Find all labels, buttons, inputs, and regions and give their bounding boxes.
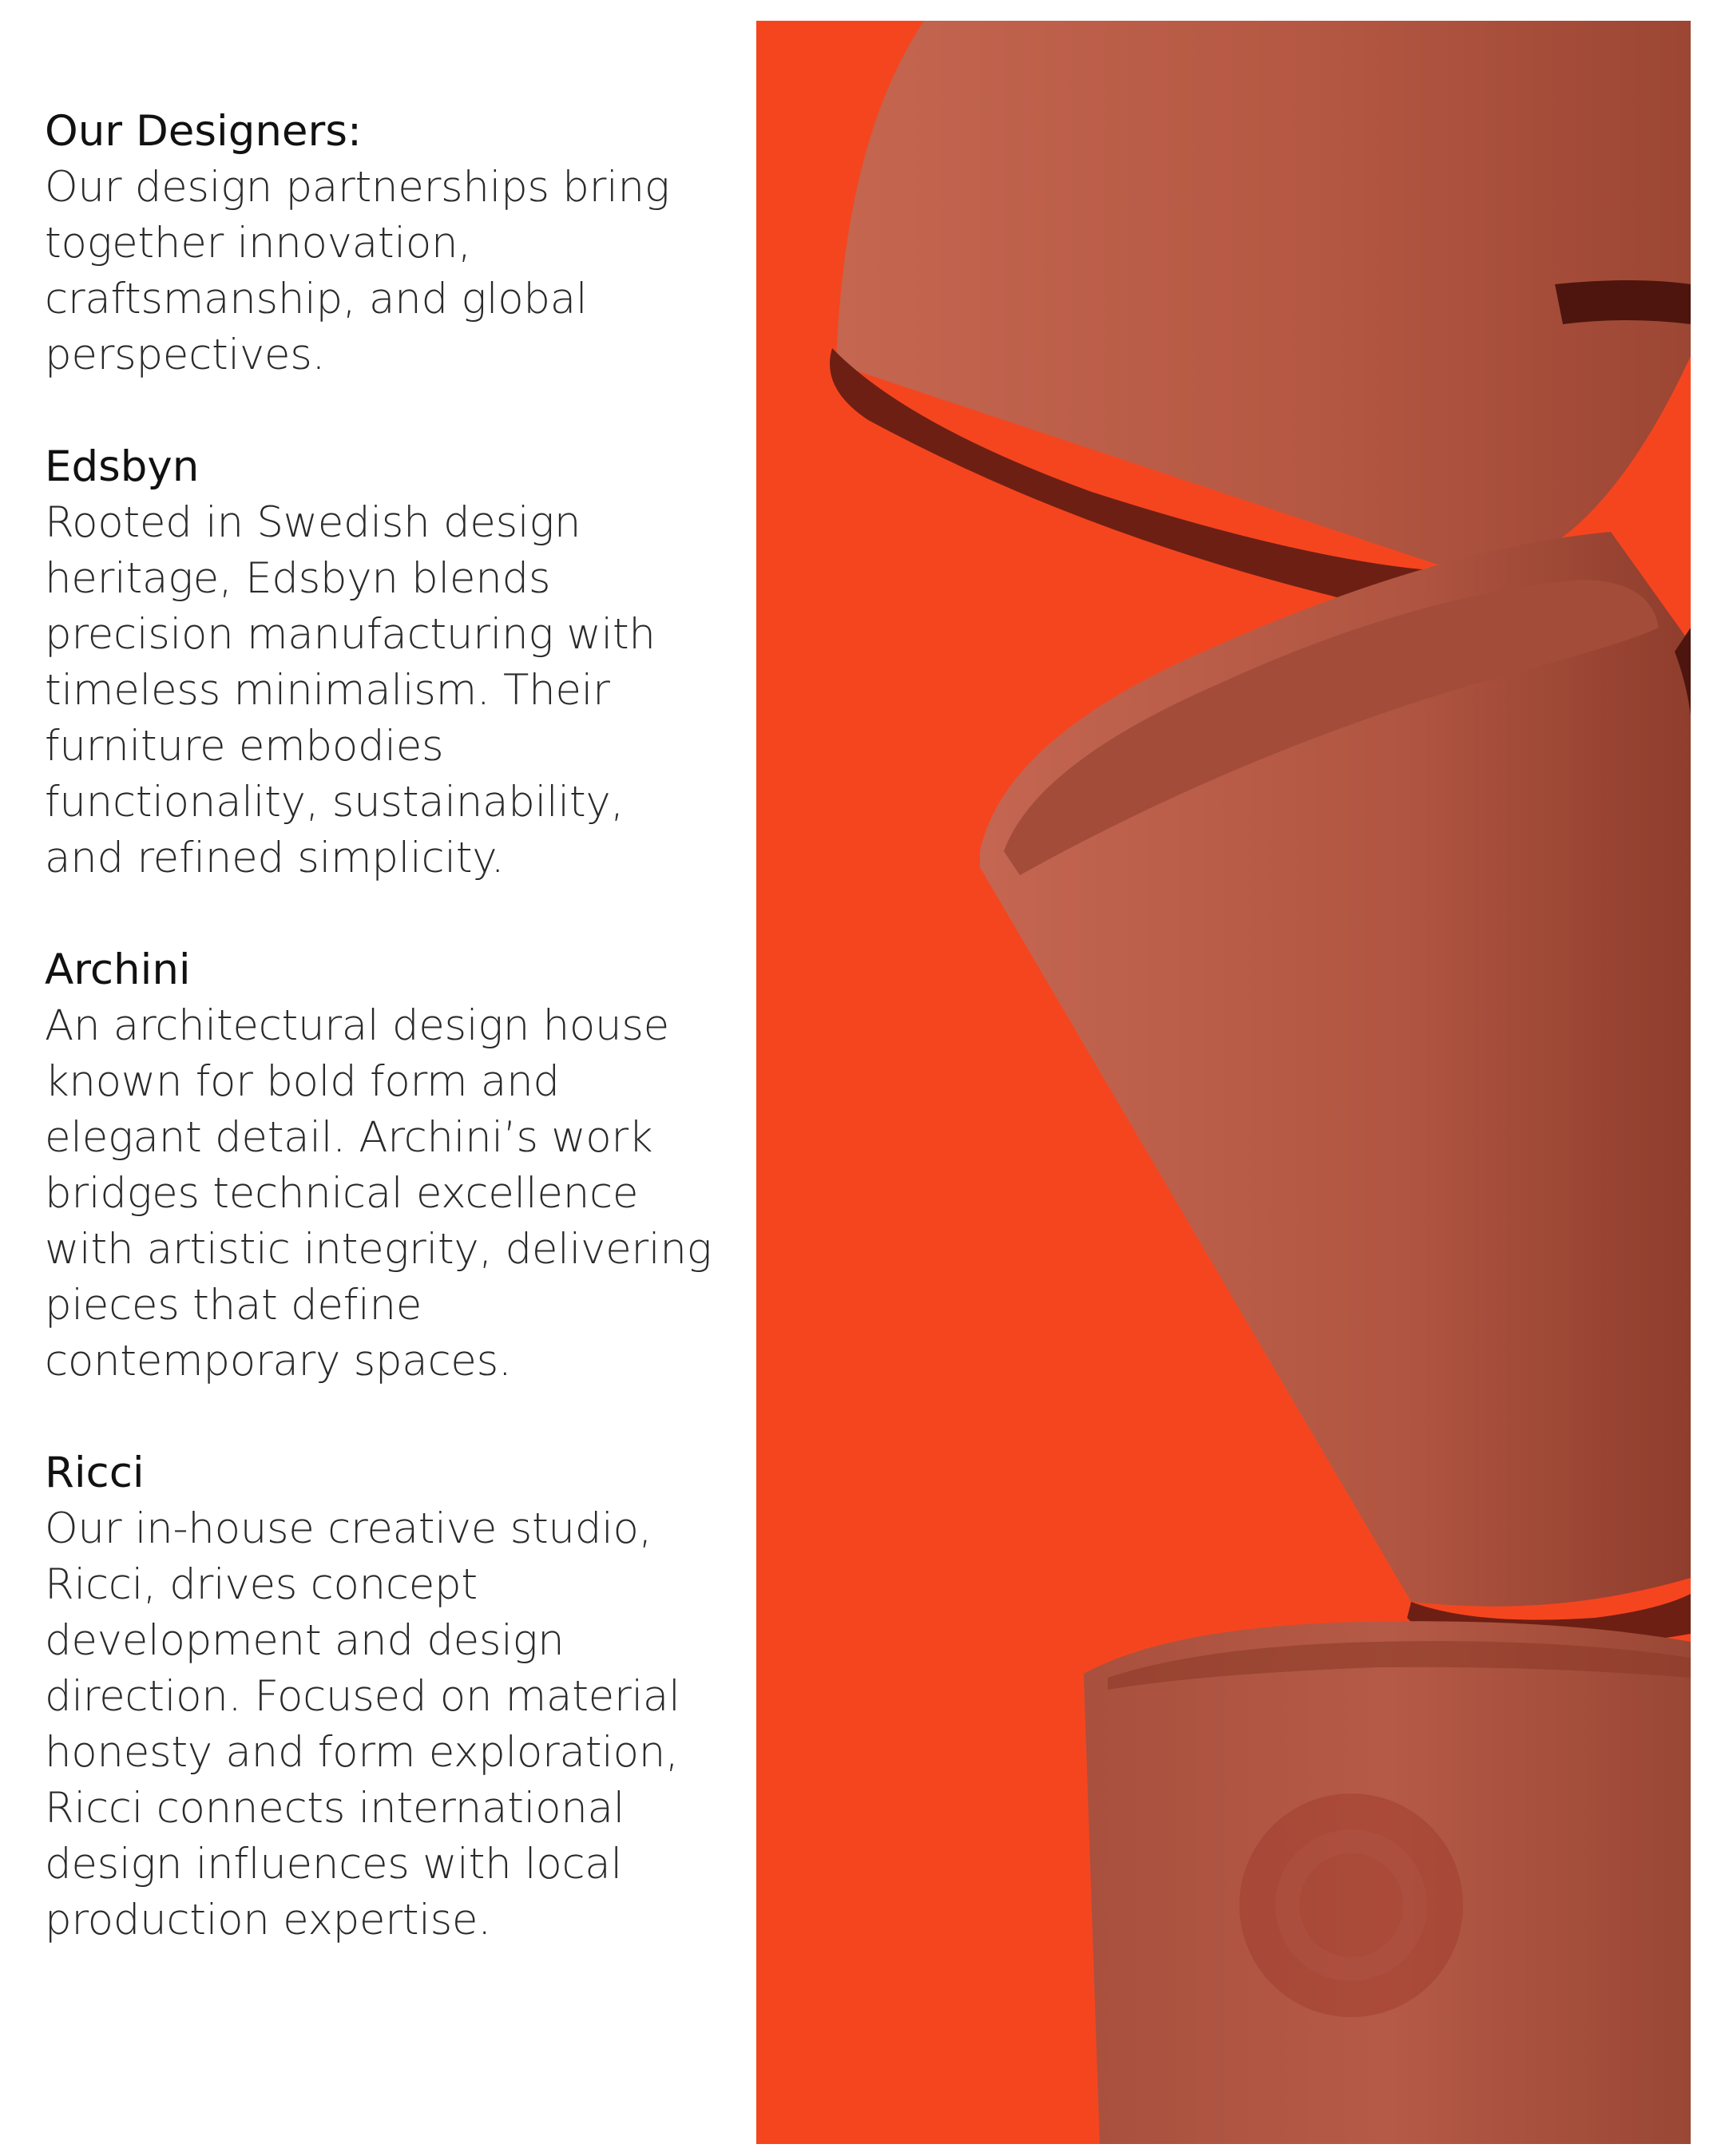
stacked-stools-illustration (756, 21, 1691, 2144)
intro-title: Our Designers: (45, 107, 362, 156)
designer-description: An architectural design house known for bold form and elegant detail. Archini’s work bridges technical excellence with artistic integrity, delivering pieces that define contemporary spaces. (45, 1001, 712, 1385)
designer-block-ricci (45, 1445, 716, 1948)
product-photo (756, 21, 1691, 2144)
stool-bottom (1084, 1621, 1691, 2144)
stool-top (830, 21, 1691, 608)
intro-body: Our design partnerships bring together innovation, craftsmanship, and global perspectives. (45, 163, 670, 379)
designer-description: Our in-house creative studio, Ricci, drives concept development and design direction. Focused on material honesty and form exploration, Ricci connects international design influences with local production expertise. (45, 1504, 680, 1944)
designer-name: Ricci (45, 1449, 145, 1497)
designers-text-column (45, 104, 716, 2004)
embossed-logo-icon (1239, 1793, 1463, 2017)
designer-name: Edsbyn (45, 442, 200, 491)
designer-block-edsbyn (45, 439, 716, 886)
designer-block-archini (45, 942, 716, 1389)
designer-description: Rooted in Swedish design heritage, Edsbyn blends precision manufacturing with timeless minimalism. Their furniture embodies functionality, sustainability, and refined simplicity. (45, 498, 656, 882)
intro-block (45, 104, 716, 383)
stool-middle (980, 532, 1691, 1647)
designer-name: Archini (45, 945, 191, 994)
